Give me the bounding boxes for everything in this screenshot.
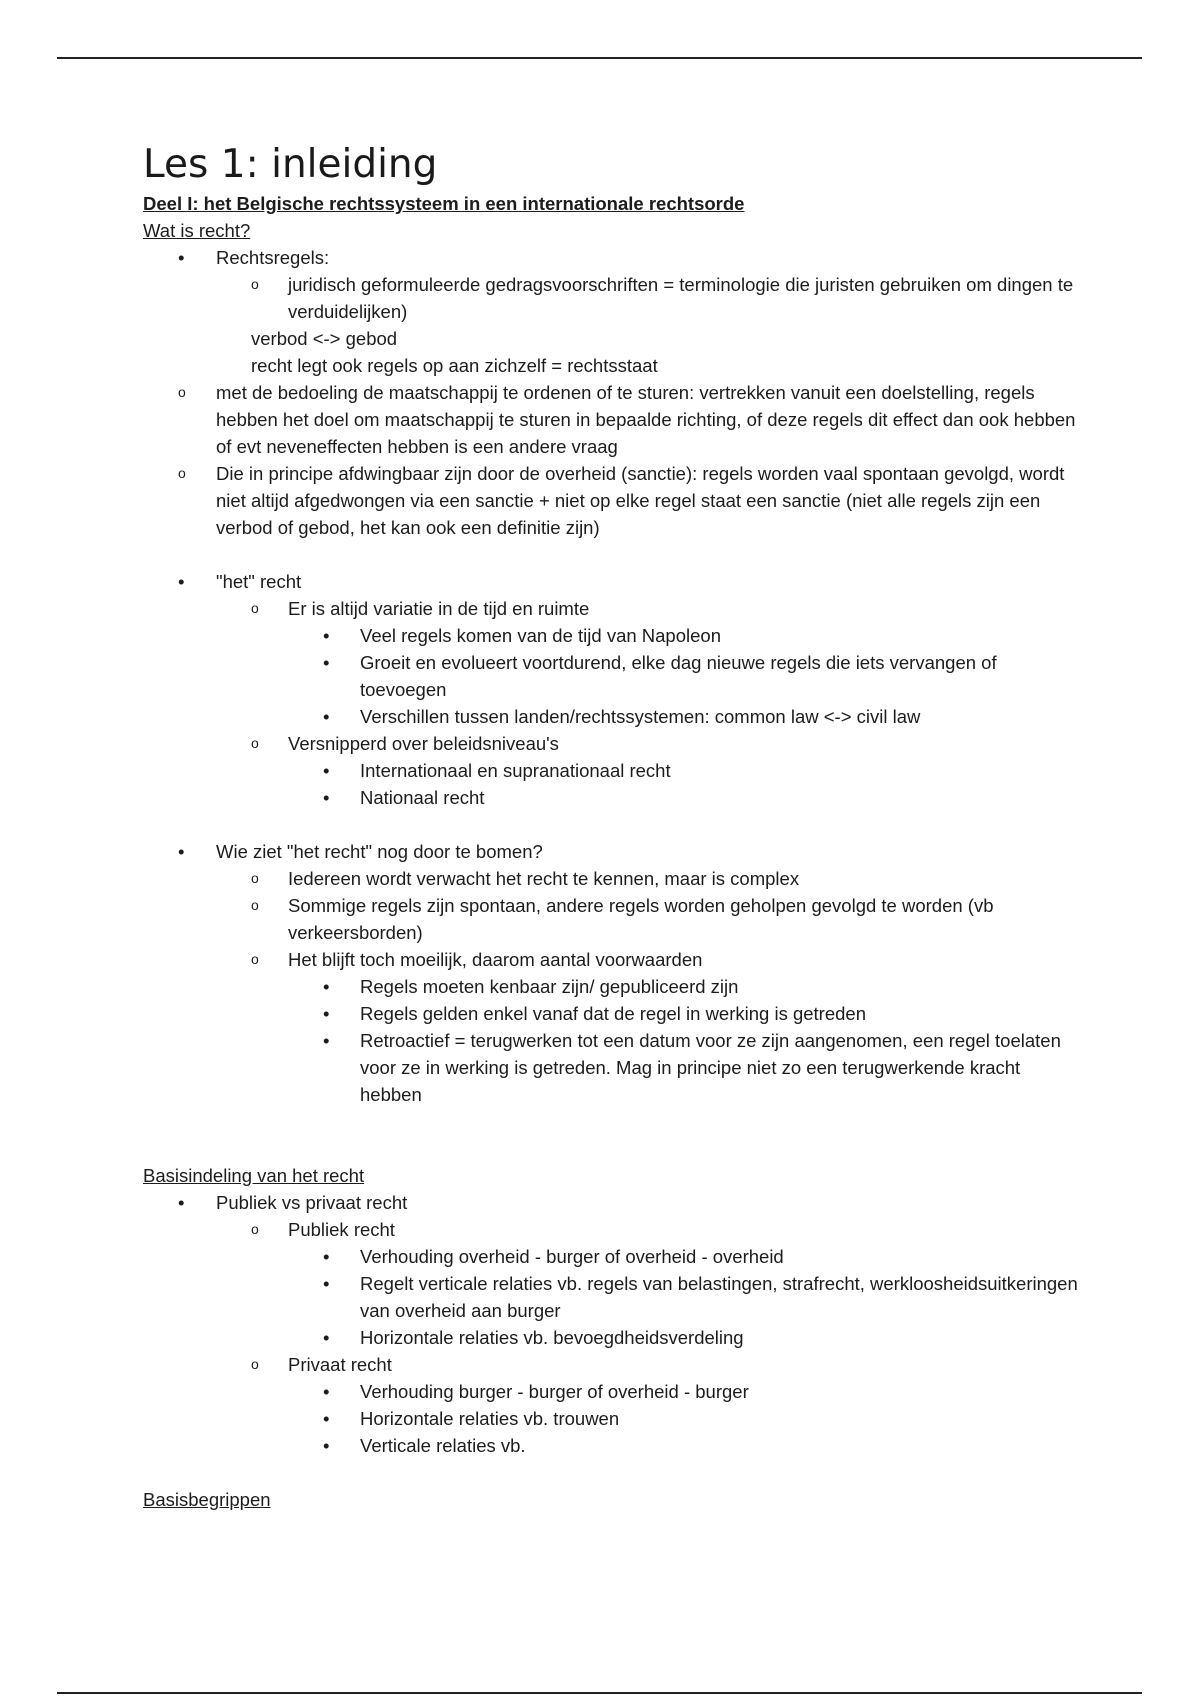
bullet-icon: • — [178, 247, 185, 268]
list-item: o Die in principe afdwingbaar zijn door de overheid (sanctie): regels worden vaal spontaan gevolgd, wordt niet altijd afgedwongen via een sanctie + niet op elke regel staat een sanctie (niet alle regels zijn een verbod of gebod, het kan ook een definitie zijn) — [143, 460, 1083, 541]
list-item: • Regels moeten kenbaar zijn/ gepubliceerd zijn — [143, 973, 1083, 1000]
text-line: recht legt ook regels op aan zichzelf = rechtsstaat — [251, 355, 658, 376]
list-item: • Rechtsregels: — [143, 244, 1083, 271]
bullet-icon: • — [178, 841, 185, 862]
list-item: o Privaat recht — [143, 1351, 1083, 1378]
list-item: • "het" recht — [143, 568, 1083, 595]
list-item: o juridisch geformuleerde gedragsvoorschriften = terminologie die juristen gebruiken om dingen te verduidelijken) — [143, 271, 1083, 325]
bullet-icon: • — [323, 787, 330, 808]
bullet-icon: • — [323, 1408, 330, 1429]
bullet-icon: • — [178, 1192, 185, 1213]
list-item: • Horizontale relaties vb. trouwen — [143, 1405, 1083, 1432]
list-item: • Internationaal en supranationaal recht — [143, 757, 1083, 784]
list-item: • Regels gelden enkel vanaf dat de regel in werking is getreden — [143, 1000, 1083, 1027]
circle-bullet-icon: o — [251, 897, 259, 913]
bullet-icon: • — [323, 625, 330, 646]
circle-bullet-icon: o — [251, 1356, 259, 1372]
list-item: • Regelt verticale relaties vb. regels van belastingen, strafrecht, werkloosheidsuitkeringen van overheid aan burger — [143, 1270, 1083, 1324]
list-item: • Verschillen tussen landen/rechtssystemen: common law <-> civil law — [143, 703, 1083, 730]
list-item: • Publiek vs privaat recht — [143, 1189, 1083, 1216]
list-item: o Publiek recht — [143, 1216, 1083, 1243]
document-body — [143, 140, 1083, 1513]
bullet-icon: • — [323, 1003, 330, 1024]
list-item: • Wie ziet "het recht" nog door te bomen? — [143, 838, 1083, 865]
list-item: • Verhouding burger - burger of overheid - burger — [143, 1378, 1083, 1405]
list-item: • Verhouding overheid - burger of overheid - overheid — [143, 1243, 1083, 1270]
list-item: o Iedereen wordt verwacht het recht te kennen, maar is complex — [143, 865, 1083, 892]
section-heading-basisindeling: Basisindeling van het recht — [143, 1165, 365, 1186]
section-heading-wat-is-recht: Wat is recht? — [143, 220, 251, 241]
circle-bullet-icon: o — [251, 600, 259, 616]
list-item: • Verticale relaties vb. — [143, 1432, 1083, 1459]
section-heading-basisbegrippen: Basisbegrippen — [143, 1489, 271, 1510]
circle-bullet-icon: o — [251, 276, 259, 292]
bullet-icon: • — [323, 1246, 330, 1267]
list-item: o Er is altijd variatie in de tijd en ruimte — [143, 595, 1083, 622]
bullet-icon: • — [323, 706, 330, 727]
bullet-icon: • — [323, 1030, 330, 1051]
list-item: • Groeit en evolueert voortdurend, elke dag nieuwe regels die iets vervangen of toevoegen — [143, 649, 1083, 703]
list-item: o Versnipperd over beleidsniveau's — [143, 730, 1083, 757]
list-item: o Sommige regels zijn spontaan, andere regels worden geholpen gevolgd te worden (vb verkeersborden) — [143, 892, 1083, 946]
header-rule — [57, 57, 1142, 59]
list-item: • Retroactief = terugwerken tot een datum voor ze zijn aangenomen, een regel toelaten voor ze in werking is getreden. Mag in principe niet zo een terugwerkende kracht hebben — [143, 1027, 1083, 1108]
part-heading: Deel I: het Belgische rechtssysteem in een internationale rechtsorde — [143, 193, 745, 214]
list-item: • Nationaal recht — [143, 784, 1083, 811]
bullet-icon: • — [323, 1381, 330, 1402]
bullet-icon: • — [323, 976, 330, 997]
list-item: • Horizontale relaties vb. bevoegdheidsverdeling — [143, 1324, 1083, 1351]
circle-bullet-icon: o — [251, 1221, 259, 1237]
list-item: • Veel regels komen van de tijd van Napoleon — [143, 622, 1083, 649]
circle-bullet-icon: o — [178, 465, 186, 481]
bullet-icon: • — [323, 1435, 330, 1456]
circle-bullet-icon: o — [178, 384, 186, 400]
bullet-icon: • — [178, 571, 185, 592]
circle-bullet-icon: o — [251, 735, 259, 751]
footer-rule — [57, 1692, 1142, 1694]
bullet-icon: • — [323, 760, 330, 781]
bullet-icon: • — [323, 652, 330, 673]
circle-bullet-icon: o — [251, 951, 259, 967]
bullet-icon: • — [323, 1273, 330, 1294]
page-title: Les 1: inleiding — [143, 142, 438, 187]
list-item: o Het blijft toch moeilijk, daarom aantal voorwaarden — [143, 946, 1083, 973]
list-item: o met de bedoeling de maatschappij te ordenen of te sturen: vertrekken vanuit een doelstelling, regels hebben het doel om maatschappij te sturen in bepaalde richting, of deze regels dit effect dan ook hebben of evt neveneffecten hebben is een andere vraag — [143, 379, 1083, 460]
circle-bullet-icon: o — [251, 870, 259, 886]
text-line: verbod <-> gebod — [251, 328, 398, 349]
bullet-icon: • — [323, 1327, 330, 1348]
